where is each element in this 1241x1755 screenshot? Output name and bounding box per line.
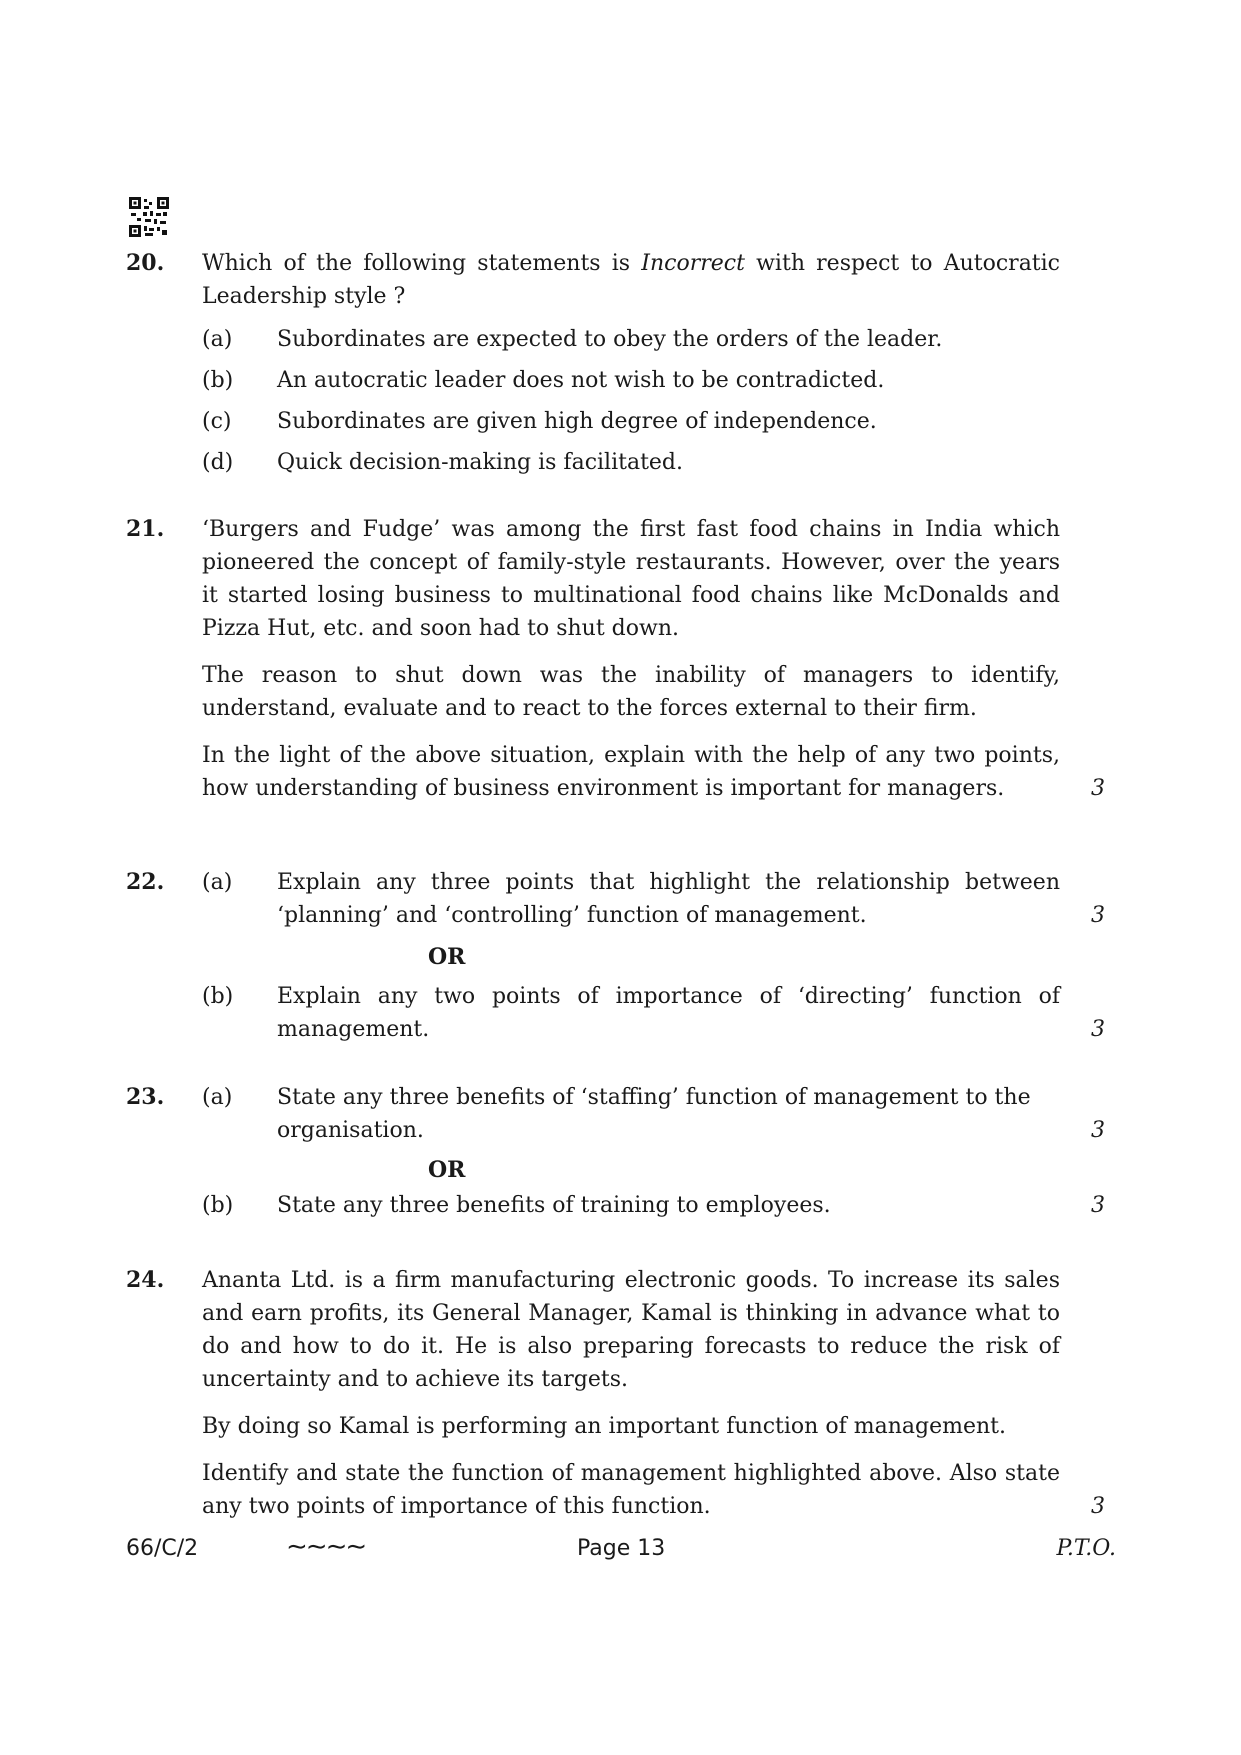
option-label: (a) bbox=[202, 870, 233, 895]
option-label: (b) bbox=[202, 368, 234, 393]
question-22 bbox=[126, 866, 1105, 1054]
pto-label: P.T.O. bbox=[1056, 1536, 1116, 1561]
option-text: State any three benefits of training to employees. bbox=[277, 1193, 831, 1218]
option-c bbox=[202, 405, 1060, 438]
question-24 bbox=[126, 1264, 1105, 1523]
option-label: (c) bbox=[202, 409, 232, 434]
stem-text: Which of the following statements is bbox=[202, 251, 642, 276]
marks: 3 bbox=[1091, 776, 1105, 801]
question-number: 22. bbox=[126, 869, 165, 895]
question-paragraph: ‘Burgers and Fudge’ was among the first fast food chains in India which pioneered the concept of family-style restaurants. However, over the years it started losing business to multinational food chains like McDonalds and Pizza Hut, etc. and soon had to shut down. bbox=[202, 517, 1060, 641]
option-label: (d) bbox=[202, 450, 234, 475]
marks: 3 bbox=[1091, 1017, 1105, 1042]
or-separator: OR bbox=[428, 944, 466, 970]
or-separator: OR bbox=[428, 1157, 466, 1183]
option-text: Explain any three points that highlight the relationship between ‘planning’ and ‘controlling’ function of management. bbox=[277, 870, 1060, 928]
option-text: Subordinates are expected to obey the orders of the leader. bbox=[277, 327, 943, 352]
marks: 3 bbox=[1091, 1118, 1105, 1143]
option-label: (b) bbox=[202, 1193, 234, 1218]
option-a bbox=[202, 866, 1105, 932]
question-paragraph: The reason to shut down was the inability of managers to identify, understand, evaluate and to react to the forces external to their firm. bbox=[202, 663, 1060, 721]
marks: 3 bbox=[1091, 1193, 1105, 1218]
question-21 bbox=[126, 513, 1105, 805]
wave-ornament: ∼∼∼∼ bbox=[286, 1532, 366, 1562]
option-a bbox=[202, 323, 1060, 356]
option-label: (b) bbox=[202, 984, 234, 1009]
option-text: Quick decision-making is facilitated. bbox=[277, 450, 684, 475]
option-label: (a) bbox=[202, 327, 233, 352]
option-text: State any three benefits of ‘staffing’ function of management to the organisation. bbox=[277, 1085, 1031, 1143]
question-number: 21. bbox=[126, 516, 165, 542]
marks: 3 bbox=[1091, 1494, 1105, 1519]
question-paragraph bbox=[202, 739, 1105, 805]
option-text: An autocratic leader does not wish to be contradicted. bbox=[277, 368, 885, 393]
page-footer bbox=[126, 1532, 1116, 1576]
page-number: Page 13 bbox=[577, 1536, 666, 1561]
stem-text: with respect to Autocratic Leadership style ? bbox=[202, 251, 1061, 309]
option-label: (a) bbox=[202, 1085, 233, 1110]
qr-code-icon bbox=[129, 197, 169, 237]
paragraph-text: Identify and state the function of management highlighted above. Also state any two points of importance of this function. bbox=[202, 1461, 1060, 1519]
marks: 3 bbox=[1091, 903, 1105, 928]
option-a bbox=[202, 1081, 1105, 1147]
option-b bbox=[202, 980, 1105, 1046]
question-20 bbox=[126, 247, 1060, 487]
question-23 bbox=[126, 1081, 1105, 1230]
option-text: Explain any two points of importance of ‘directing’ function of management. bbox=[277, 984, 1060, 1042]
question-paragraph bbox=[202, 1457, 1105, 1523]
stem-emphasis: Incorrect bbox=[641, 251, 745, 276]
question-number: 24. bbox=[126, 1267, 165, 1293]
question-number: 20. bbox=[126, 250, 165, 276]
paper-code: 66/C/2 bbox=[126, 1536, 199, 1561]
question-number: 23. bbox=[126, 1084, 165, 1110]
question-paragraph: Ananta Ltd. is a firm manufacturing electronic goods. To increase its sales and earn profits, its General Manager, Kamal is thinking in advance what to do and how to do it. He is also preparing forecasts to reduce the risk of uncertainty and to achieve its targets. bbox=[202, 1268, 1060, 1392]
option-d bbox=[202, 446, 1060, 479]
option-b bbox=[202, 364, 1060, 397]
option-text: Subordinates are given high degree of independence. bbox=[277, 409, 877, 434]
question-paragraph: By doing so Kamal is performing an important function of management. bbox=[202, 1414, 1006, 1439]
question-stem bbox=[202, 247, 1060, 313]
option-b bbox=[202, 1189, 1105, 1222]
paragraph-text: In the light of the above situation, explain with the help of any two points, how understanding of business environment is important for managers. bbox=[202, 743, 1060, 801]
